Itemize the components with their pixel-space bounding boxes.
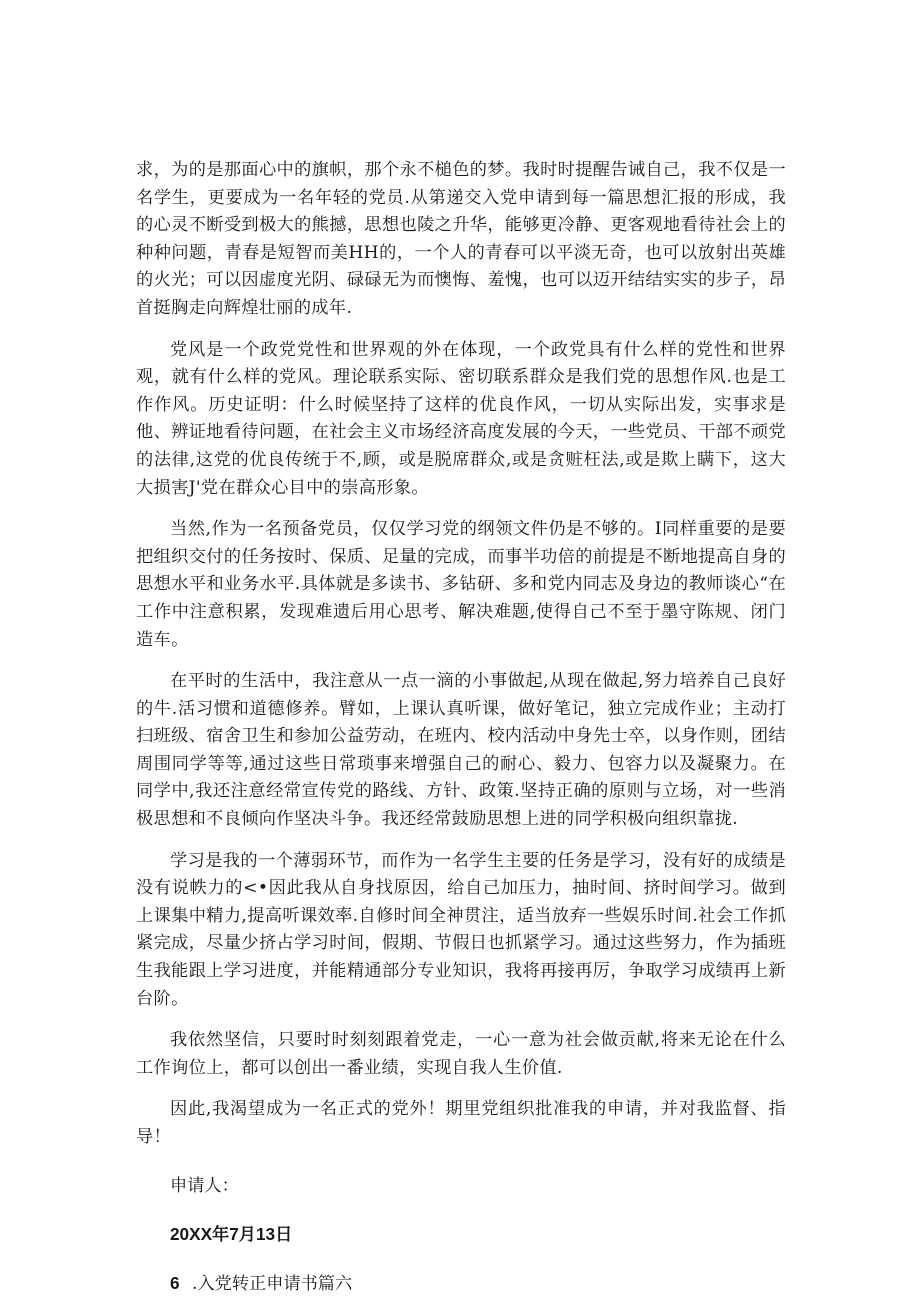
next-section-heading	[136, 1270, 786, 1299]
signature-date: 20XX年7月13日	[170, 1224, 293, 1245]
paragraph-request: 因此,我渴望成为一名正式的党外！期里党组织批准我的申请，并对我监督、指导！	[136, 1099, 786, 1147]
paragraph-daily-life: 在平时的生活中，我注意从一点一滴的小事做起,从现在做起,努力培养自己良好的牛.活习惯和道德修养。臂如，上课认真听课，做好笔记，独立完成作业；主动打扫班级、宿舍卫生和参加公益劳动，在班内、校内活动中身先士卒，以身作则，团结周围同学等等,通过这些日常琐事来增强自己的耐心、毅力、包容力以及凝聚力。在同学中,我还注意经常宣传党的路线、方针、政策.坚持正确的原则与立场，对一些消极思想和不良倾向作坚决斗争。我还经常鼓励思想上进的同学积极向组织靠拢.	[136, 671, 786, 830]
paragraph-study: 学习是我的一个薄弱环节，而作为一名学生主要的任务是学习，没有好的成绩是没有说帙力的<•因此我从自身找原因，给自己加压力，抽时间、挤时间学习。做到上课集中精力,提高听课效率.自修时间全神贯注，适当放弃一些娱乐时间.社会工作抓紧完成，尽量少挤占学习时间，假期、节假日也抓紧学习。通过这些努力，作为插班生我能跟上学习进度，并能精通部分专业知识，我将再接再厉，争取学习成绩再上新台阶。	[136, 850, 786, 1009]
paragraph-belief: 我依然坚信，只要时时刻刻跟着党走，一心一意为社会做贡献,将来无论在什么工作询位上，都可以创出一番业绩，实现自我人生价值.	[136, 1030, 786, 1078]
document-body	[136, 157, 786, 1298]
paragraph-continuation: 求，为的是那面心中的旗帜，那个永不槌色的梦。我时时提醒告诫自己，我不仅是一名学生，更要成为一名年轻的党员.从第递交入党申请到每一篇思想汇报的形成，我的心灵不断受到极大的熊撼，思想也陵之升华，能够更冷静、更客观地看待社会上的种种问题，青春是短智而美HH的，一个人的青春可以平淡无奇，也可以放射出英雄的火光；可以因虚度光阴、碌碌无为而懊悔、羞愧，也可以迈开结结实实的步子，昂首挺胸走向辉煌壮丽的成年.	[136, 160, 786, 318]
paragraph-probationary-member: 当然,作为一名预备党员，仅仅学习党的纲领文件仍是不够的。I同样重要的是要把组织交付的任务按时、保质、足量的完成，而事半功倍的前提是不断地提高自身的思想水平和业务水平.具体就是多读书、多钻研、多和党内同志及身边的教师谈心“在工作中注意积累，发现难遗后用心思考、解决难题,使得自己不至于墨守陈规、闭门造车。	[136, 519, 786, 650]
next-section-number: 6	[170, 1272, 180, 1293]
applicant-label: 申请人：	[170, 1175, 239, 1196]
next-section-title: .入党转正申请书篇六	[192, 1273, 353, 1294]
paragraph-party-style: 党风是一个政党党性和世界观的外在体现，一个政党具有什么样的党性和世界观，就有什么样的党风。理论联系实际、密切联系群众是我们党的思想作风.也是工作作风。历史证明：什么时候坚持了这样的优良作风，一切从实际出发，实事求是他、辨证地看待问题，在社会主义市场经济高度发展的今天，一些党员、干部不顽党的法律,这党的优良传统于不,顾，或是脱席群众,或是贪赃枉法,或是欺上瞒下，这大大损害J'党在群众心目中的崇高形象。	[136, 339, 786, 498]
